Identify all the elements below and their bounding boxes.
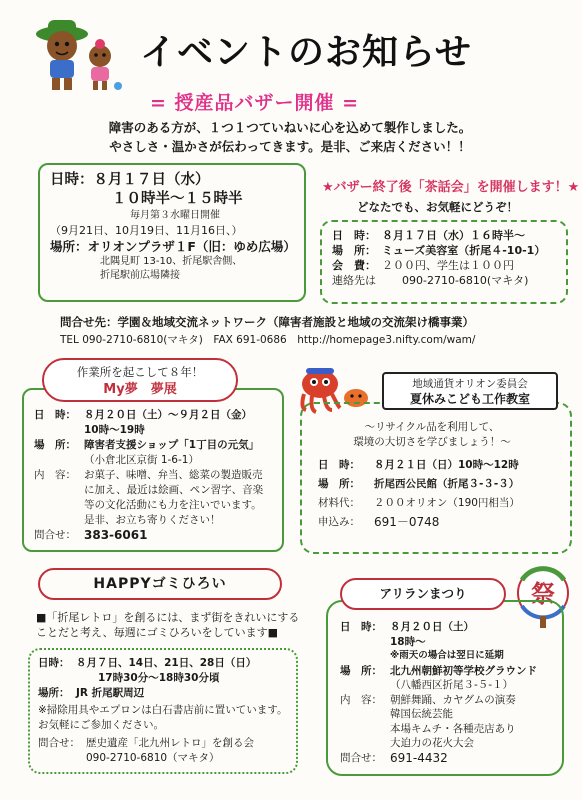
row-label: 日 時： [340,621,382,633]
tea-party-box [320,220,568,304]
bazaar-time: １０時半～１５時半 [112,191,243,207]
row-label [34,423,84,438]
tea-row [332,243,556,258]
contact-line: 問合せ先：学園＆地域交流ネットワーク（障害者施設と地域の交流架け橋事業） [60,315,474,329]
row-value: 北九州朝鮮初等学校グラウンド [390,664,537,677]
tea-row [332,273,556,288]
row-label: 場 所： [318,478,360,490]
row-value: 090-2710-6810(マキタ) [402,274,529,287]
arirang-box [326,600,564,776]
tea-row [332,258,556,273]
tea-party-title: ★バザー終了後「茶話会」を開催します！★ [322,180,580,195]
happy-description: ■「折尾レトロ」を創るには、まず街をきれいにすることだと考え、毎週にゴミひろいをしています■ [36,611,300,639]
arirang-row [340,649,554,664]
orion-head-line: 地域通貨オリオン委員会 [412,378,528,390]
row-value: 18時～ [390,635,426,648]
row-value: 韓国伝統芸能 [390,708,453,720]
arirang-row [340,707,554,722]
orion-intro: ～リサイクル品を利用して、 [364,421,500,433]
mascot-illustration [28,12,128,94]
row-value: ２００オリオン（190円相当） [374,497,520,509]
row-label: 場 所： [340,664,382,677]
orion-title: 夏休みこども工作教室 [409,392,530,406]
arirang-row [340,664,554,679]
row-label: 場 所： [34,439,76,451]
row-value: ８月２１日（日）10時～12時 [374,459,519,471]
row-value: （小倉北区京街 1-6-1） [84,454,199,466]
row-value: 本場キムチ・各種売店あり [390,722,516,735]
bazaar-address: 北隅見町 13-10、折尾駅舎側、 [100,256,243,267]
bazaar-schedule: 毎月第３水曜日開催 [130,210,220,221]
arirang-row [340,620,554,635]
mydream-row [34,528,272,543]
row-label [340,736,390,751]
bazaar-subtitle: = 授産品バザー開催 = [150,92,360,114]
row-value: ８月１７日（水）１６時半～ [382,229,525,242]
row-label: 内 容： [34,469,76,481]
orion-row [318,494,560,513]
happy-row [38,686,288,701]
row-value: （八幡西区折尾３-５-１） [390,679,514,691]
tea-row [332,228,556,243]
row-label [34,513,84,528]
row-label [340,722,390,737]
row-value: 朝鮮舞踊、カヤグムの演奏 [390,693,516,706]
mydream-head-line: 作業所を起こして８年！ [76,365,204,379]
row-value: ８月２０日（土）～９月２日（金） [84,409,252,421]
row-value: 折尾西公民館（折尾３-３-３） [374,478,520,490]
row-label: 申込み： [318,516,360,528]
bazaar-box [38,163,306,302]
happy-row [38,656,288,671]
row-value: ８月２０日（土） [390,621,474,633]
arirang-heading: アリランまつり [340,578,506,610]
arirang-row [340,736,554,751]
happy-heading: HAPPYゴミひろい [38,568,282,600]
mydream-row [34,408,272,423]
row-label: 日時： [38,657,70,669]
row-value: お菓子、味噌、弁当、総菜の製造販売に加え、最近は絵画、ペン習字、音楽等の文化活動にも力を注いでいます。 [84,469,264,511]
row-value: ８月７日、14日、21日、28日（日） [76,657,257,669]
arirang-row [340,693,554,708]
row-value: 障害者支援ショップ「1丁目の元気」 [84,439,260,451]
row-label: 会 費： [332,259,376,272]
mydream-row [34,468,272,513]
row-value: 691-4432 [390,750,448,765]
row-value: 10時～19時 [84,424,145,436]
mydream-box [22,388,284,552]
arirang-row [340,635,554,650]
row-value: 是非、お立ち寄りください！ [84,514,221,526]
arirang-row [340,722,554,737]
arirang-row [340,678,554,693]
row-value: ２００円、学生は１００円 [382,259,514,272]
intro-text [50,118,530,156]
contact-line: TEL 090-2710-6810(マキタ) FAX 691-0686 http://homepage3.nifty.com/wam/ [60,334,476,346]
orion-box [300,402,572,554]
happy-box [28,648,298,774]
fan-text: 祭 [531,580,555,608]
row-label [340,678,390,693]
row-label: 内 容： [340,693,382,706]
orion-row [318,456,560,475]
page-title: イベントのお知らせ [140,32,472,73]
bazaar-place: 場所：オリオンプラザ１F（旧：ゆめ広場） [50,239,296,254]
happy-phone: 090-2710-6810（マキタ） [86,752,220,764]
mydream-heading [42,358,238,402]
arirang-row [340,751,554,766]
row-value: 17時30分～18時30分頃 [98,672,220,684]
contact-info [60,313,540,349]
row-label: 日 時： [332,229,376,242]
row-value: 383-6061 [84,528,148,542]
mydream-row [34,423,272,438]
row-value: ※雨天の場合は翌日に延期 [390,650,504,661]
row-label: 場所： [38,687,70,699]
row-label [34,453,84,468]
happy-inquiry [38,736,288,751]
tea-party-subtitle: どなたでも、お気軽にどうぞ！ [357,200,518,214]
intro-line: やさしさ・温かさが伝わってきます。是非、ご来店ください！！ [109,139,471,154]
row-label: 問合せ： [38,737,80,749]
row-label: 日 時： [34,409,76,421]
row-label [340,649,390,664]
happy-note: ※掃除用具やエプロンは白石書店前に置いています。お気軽にご参加ください。 [38,704,288,731]
orion-row [318,513,560,532]
row-label: 材料代： [318,497,360,509]
row-value: 691－0748 [374,515,440,529]
row-label [340,635,390,650]
orion-row [318,475,560,494]
row-label [340,707,390,722]
bazaar-dates: （9月21日、10月19日、11月16日、） [50,224,243,237]
row-value: 歴史遺産「北九州レトロ」を創る会 [86,737,254,749]
mydream-row [34,453,272,468]
bazaar-address-2: 折尾駅前広場隣接 [100,270,180,281]
mydream-row [34,513,272,528]
row-label: 日 時： [318,459,360,471]
mydream-row [34,438,272,453]
orion-heading [382,372,558,410]
row-label [38,671,98,686]
row-label: 問合せ： [340,751,382,764]
row-label: 問合せ： [34,529,76,541]
row-value: JR 折尾駅周辺 [76,687,145,699]
orion-intro: 環境の大切さを学びましょう！～ [353,436,511,448]
happy-row [38,671,288,686]
row-label: 連絡先は [332,274,376,287]
intro-line: 障害のある方が、１つ１つていねいに心を込めて製作しました。 [108,120,472,135]
row-value: ミューズ美容室（折尾４-10-1） [382,244,546,257]
bazaar-date: 日時：８月１７日（水） [50,172,210,188]
mydream-title: My夢 夢展 [103,382,177,397]
row-label: 場 所： [332,244,376,257]
row-value: 大迫力の花火大会 [390,737,474,749]
